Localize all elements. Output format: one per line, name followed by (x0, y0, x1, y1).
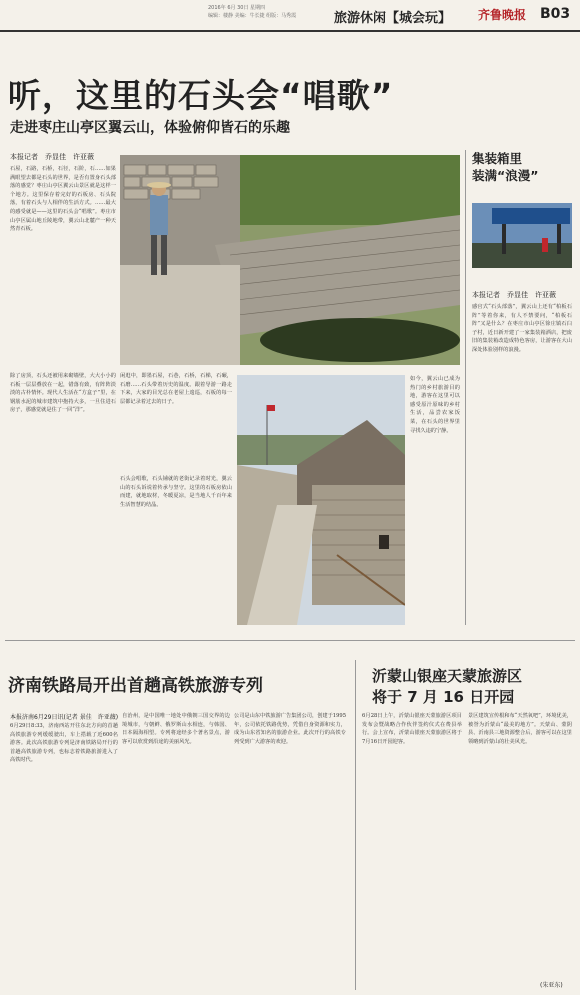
main-byline: 本报记者 乔显佳 许亚薇 (10, 153, 94, 161)
main-article-col3: 闲逛中，即墨石屋，石巷，石桥，石梯，石碾，石磨……石头带着历史的温度。跟着导游一路走下来，大家的目光总在老屋上逡巡，石板的每一层都记录着过去的日子。 (120, 373, 232, 405)
header-meta (208, 4, 318, 20)
railway-article-col3: 公司是山东中铁旅游广告集团公司，创建于1995年，公司依托铁路优势，凭借自身资源和实力，成为山东省知名的旅游企业。此次开行的高铁专列受到广大游客的欢迎。 (234, 713, 346, 745)
railway-byline: 本报济南6月29日讯(记者 景佳 许亚薇) (10, 714, 119, 721)
side-article-text: 感官式“石头部落”，翼云山上还有“柏板石阵”等着你来，有人不禁要问，“柏板石阵”又是什么？在枣庄市山亭区徐庄镇石臼子村，近日新开建了一家集装箱酒店，把废旧的集装箱改造成特色客房，让游客在大山深处体验别样的浪漫。 (472, 304, 572, 353)
container-hotel-photo (472, 203, 572, 268)
section-column-title: 旅游休闲【城会玩】 (334, 11, 452, 26)
side-headline (472, 150, 538, 184)
tianmeng-credit: (朱亚东) (540, 982, 563, 989)
tianmeng-article-col2: 景区建筑宣传根和布“天然氧吧”，环境优美，被誉为沂蒙山“最美的地方”。天蒙山、蒙阴县、沂南县三地资源整合后，游客可以在这里领略到沂蒙山的壮美风光。 (468, 713, 572, 745)
page-number: B03 (540, 6, 571, 22)
stone-village-photo (120, 155, 460, 365)
side-divider (465, 150, 466, 625)
newspaper-logo: 齐鲁晚报 (478, 8, 527, 22)
main-headline: 听，这里的石头会“唱歌” (8, 76, 394, 115)
header-editors: 编辑：楼静 美编：牛长捷 组版：马秀霞 (208, 13, 297, 19)
side-headline-line1: 集装箱里 (472, 151, 523, 166)
railway-headline: 济南铁路局开出首趟高铁旅游专列 (8, 676, 263, 696)
railway-article-col1: 6月29日8:33，济南西站开往东北方向的首趟高铁旅游专列缓缓驶出，车上搭载了近600名游客。此次高铁旅游专列是济南铁路局开行的首趟高铁旅游专列，也标志着铁路旅游进入了高铁时代。 (10, 723, 118, 764)
side-headline-line2: 装满“浪漫” (472, 168, 539, 183)
railway-article-col2: 自治州，是中国唯一地处中俄朝三国交界的边境城市，与朝鲜、俄罗斯山水相连，与韩国、日本隔海相望。专列将途经多个著名景点，游客可以欣赏到沿途的美丽风光。 (122, 713, 230, 745)
side-byline: 本报记者 乔显佳 许亚薇 (472, 291, 556, 299)
main-article-col2: 除了房顶，石头还被用来砌墙壁，大大小小的石板一层层叠放在一起，错落有致，有阵阵淡淡的古朴情怀。现代人生活在“方盒子”里，在钢筋水泥的城市建筑中抱持大多，一旦住进石房子，那感觉就是住了一回“洋”。 (10, 373, 116, 414)
header-rule (0, 30, 580, 32)
main-article-col4: 石头会唱歌，石头铺就的老街记录着时光，翼云山的石头诉说着传承与坚守。这里的石板房依山而建，就地取材，冬暖夏凉，是当地人千百年来生活智慧的结晶。 (120, 476, 232, 508)
tianmeng-article-col1: 6月28日上午，沂蒙山银座天蒙旅游区项目发布会暨战略合作伙伴签约仪式在费县举行。会上宣布，沂蒙山银座天蒙旅游区将于7月16日开园迎客。 (362, 713, 462, 745)
stone-house-photo (237, 375, 405, 625)
bottom-divider (355, 660, 356, 990)
tianmeng-headline-line2: 将于 7 月 16 日开园 (372, 688, 515, 706)
section-separator (5, 640, 575, 641)
main-article-col1: 石屋，石路，石桥，石径，石阶，石……如果满眼望去都是石头的世界，是否有置身石头部落的感觉？枣庄山亭区翼云山景区就是这样一个地方。这里保存着完好的石板房、石头院落，有着石头与人相伴的生活方式。……最大的感受就是——这里的石头会“唱歌”。枣庄市山亭区属山地丘陵地带，翼云山北麓产一种天然青石板。 (10, 166, 116, 233)
main-subtitle: 走进枣庄山亭区翼云山，体验俯仰皆石的乐趣 (10, 120, 290, 136)
header-date: 2016年 6月 30日 星期四 (208, 5, 266, 11)
tianmeng-headline-line1: 沂蒙山银座天蒙旅游区 (372, 667, 523, 685)
main-article-col5: 如今，翼云山已成为热门的乡村旅游目的地，游客在这里可以感受原汁原味的乡村生活，品尝农家饭菜，在石头的世界里寻找久违的宁静。 (410, 376, 460, 434)
